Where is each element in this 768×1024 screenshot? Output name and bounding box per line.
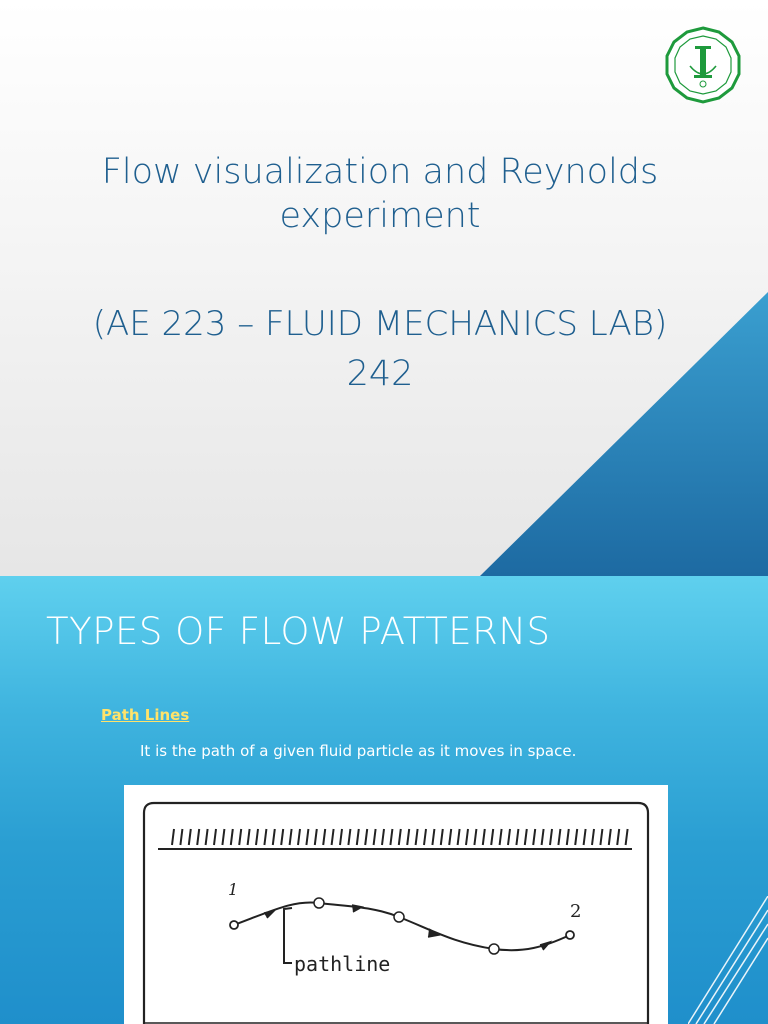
decorative-diagonal-lines (688, 896, 768, 1024)
content-slide (0, 576, 768, 1024)
wall-hatch-mark (500, 829, 502, 845)
wall-hatch-mark (558, 829, 560, 845)
wall-hatch-mark (491, 829, 493, 845)
pathline-diagram (124, 785, 668, 1024)
wall-hatch-mark (256, 829, 258, 845)
wall-hatch-mark (197, 829, 199, 845)
wall-hatch-mark (600, 829, 602, 845)
wall-hatch-mark (365, 829, 367, 845)
wall-hatch-mark (449, 829, 451, 845)
wall-hatch-mark (399, 829, 401, 845)
wall-hatch-mark (584, 829, 586, 845)
wall-hatch-mark (483, 829, 485, 845)
wall-hatch-mark (222, 829, 224, 845)
course-code-line: (AE 223 – FLUID MECHANICS LAB) (92, 304, 668, 344)
wall-hatch-mark (332, 829, 334, 845)
wall-hatch-mark (533, 829, 535, 845)
wall-hatch-mark (306, 829, 308, 845)
wall-hatch-mark (374, 829, 376, 845)
title-line-2: experiment (279, 196, 481, 236)
start-point-label: 1 (228, 880, 239, 899)
wall-hatch-mark (416, 829, 418, 845)
wall-hatch-mark (281, 829, 283, 845)
wall-hatch-mark (248, 829, 250, 845)
wall-hatch-mark (264, 829, 266, 845)
wall-hatch-mark (617, 829, 619, 845)
slide-heading: TYPES OF FLOW PATTERNS (46, 610, 551, 653)
wall-hatch-mark (214, 829, 216, 845)
wall-hatch-mark (432, 829, 434, 845)
wall-hatch-mark (180, 829, 182, 845)
wall-hatch-mark (516, 829, 518, 845)
pathline-figure (124, 785, 668, 1024)
wall-hatch-mark (592, 829, 594, 845)
university-logo (664, 26, 742, 104)
wall-hatch-mark (525, 829, 527, 845)
wall-hatch-mark (441, 829, 443, 845)
wall-hatch-mark (340, 829, 342, 845)
path-lines-subheading[interactable]: Path Lines (101, 706, 190, 724)
end-particle (566, 931, 574, 939)
wall-hatch-mark (323, 829, 325, 845)
wall-hatch-mark (390, 829, 392, 845)
wall-hatch-mark (239, 829, 241, 845)
wall-hatch-mark (567, 829, 569, 845)
pathline-label: pathline (294, 952, 391, 976)
section-number: 242 (346, 354, 414, 394)
start-particle (230, 921, 238, 929)
wall-hatch-mark (458, 829, 460, 845)
wall-hatch-mark (575, 829, 577, 845)
wall-hatch-mark (508, 829, 510, 845)
wall-hatch-mark (382, 829, 384, 845)
wall-hatch-mark (172, 829, 174, 845)
wall-hatch-mark (466, 829, 468, 845)
wall-hatch-mark (550, 829, 552, 845)
end-point-label: 2 (570, 901, 582, 922)
wall-hatch-mark (290, 829, 292, 845)
wall-hatch-mark (609, 829, 611, 845)
path-lines-description: It is the path of a given fluid particle as it moves in space. (140, 742, 577, 760)
wall-hatch-mark (407, 829, 409, 845)
wall-hatch-mark (424, 829, 426, 845)
wall-hatch-mark (315, 829, 317, 845)
title-line-1: Flow visualization and Reynolds (101, 152, 659, 192)
wall-hatch-mark (231, 829, 233, 845)
wall-hatch-mark (348, 829, 350, 845)
wall-hatch-mark (474, 829, 476, 845)
wall-hatch-mark (273, 829, 275, 845)
wall-hatch-mark (542, 829, 544, 845)
wall-hatch-mark (189, 829, 191, 845)
wall-hatch-mark (357, 829, 359, 845)
wall-hatch-mark (206, 829, 208, 845)
wall-hatch-mark (626, 829, 628, 845)
wall-hatch-mark (298, 829, 300, 845)
